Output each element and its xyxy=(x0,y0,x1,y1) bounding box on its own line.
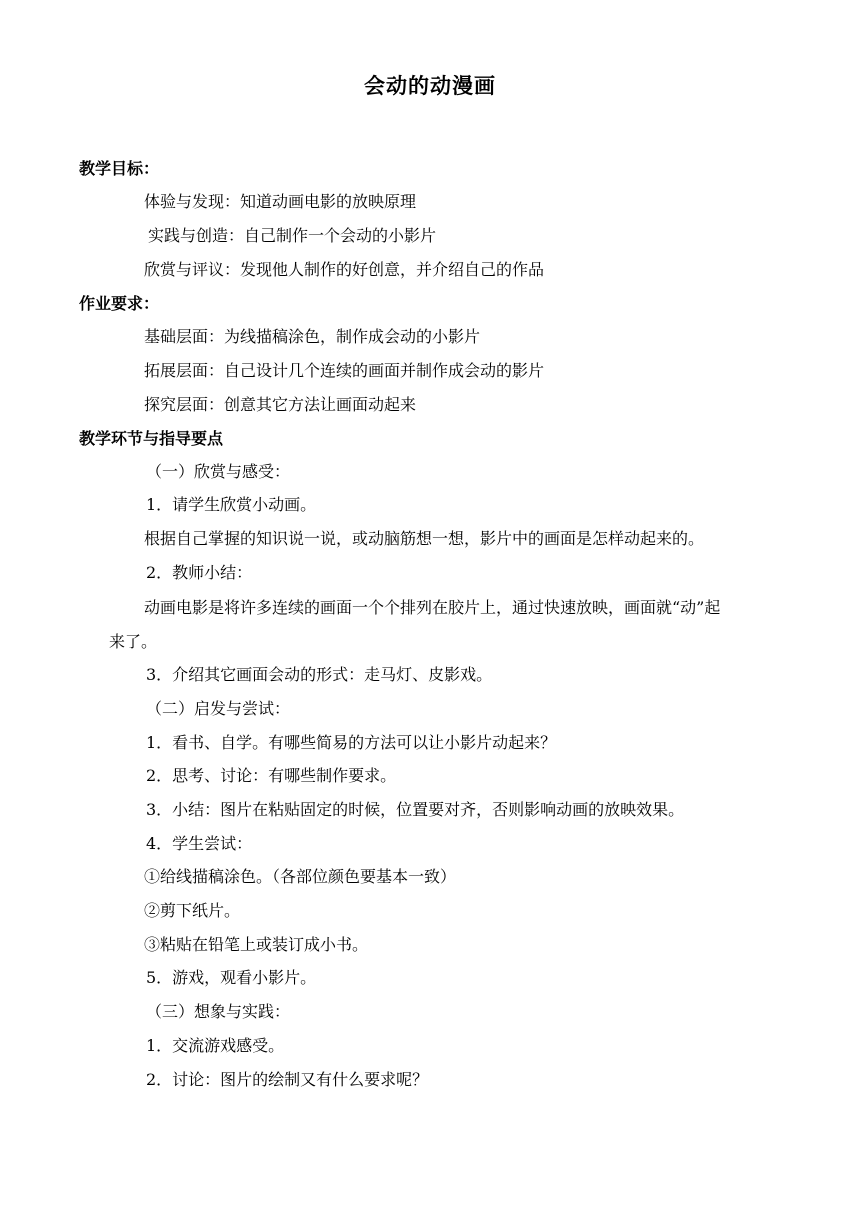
part1-line: 2．教师小结： xyxy=(146,563,253,582)
part2-line: ③粘贴在铅笔上或装订成小书。 xyxy=(144,935,369,954)
part1-line: 3．介绍其它画面会动的形式：走马灯、皮影戏。 xyxy=(146,665,493,684)
process-heading: 教学环节与指导要点 xyxy=(79,429,224,448)
part3-heading: （三）想象与实践： xyxy=(146,1002,291,1021)
part3-line: 1．交流游戏感受。 xyxy=(146,1036,285,1055)
objective-item: 欣赏与评议：发现他人制作的好创意，并介绍自己的作品 xyxy=(144,260,545,279)
objectives-heading: 教学目标： xyxy=(79,159,160,178)
part2-line: ②剪下纸片。 xyxy=(144,901,241,920)
objective-item: 实践与创造：自己制作一个会动的小影片 xyxy=(148,226,437,245)
part2-line: 3．小结：图片在粘贴固定的时候，位置要对齐，否则影响动画的放映效果。 xyxy=(146,800,685,819)
part2-line: 4．学生尝试： xyxy=(146,834,253,853)
part1-line: 动画电影是将许多连续的画面一个个排列在胶片上，通过快速放映，画面就“动”起 xyxy=(144,598,721,617)
homework-item: 探究层面：创意其它方法让画面动起来 xyxy=(144,395,417,414)
part1-line: 来了。 xyxy=(109,632,158,651)
part2-line: 2．思考、讨论：有哪些制作要求。 xyxy=(146,766,397,785)
objective-item: 体验与发现：知道动画电影的放映原理 xyxy=(144,192,417,211)
part1-line: 根据自己掌握的知识说一说，或动脑筋想一想，影片中的画面是怎样动起来的。 xyxy=(144,529,705,548)
homework-heading: 作业要求： xyxy=(79,294,160,313)
part2-heading: （二）启发与尝试： xyxy=(146,699,291,718)
homework-item: 拓展层面：自己设计几个连续的画面并制作成会动的影片 xyxy=(144,361,545,380)
part1-heading: （一）欣赏与感受： xyxy=(146,462,291,481)
part1-line: 1．请学生欣赏小动画。 xyxy=(146,495,317,514)
part2-line: 5．游戏，观看小影片。 xyxy=(146,968,317,987)
homework-item: 基础层面：为线描稿涂色，制作成会动的小影片 xyxy=(144,327,481,346)
part3-line: 2．讨论：图片的绘制又有什么要求呢？ xyxy=(146,1070,429,1089)
part2-line: 1．看书、自学。有哪些简易的方法可以让小影片动起来？ xyxy=(146,733,557,752)
part2-line: ①给线描稿涂色。（各部位颜色要基本一致） xyxy=(144,867,457,886)
page-title: 会动的动漫画 xyxy=(364,74,496,98)
